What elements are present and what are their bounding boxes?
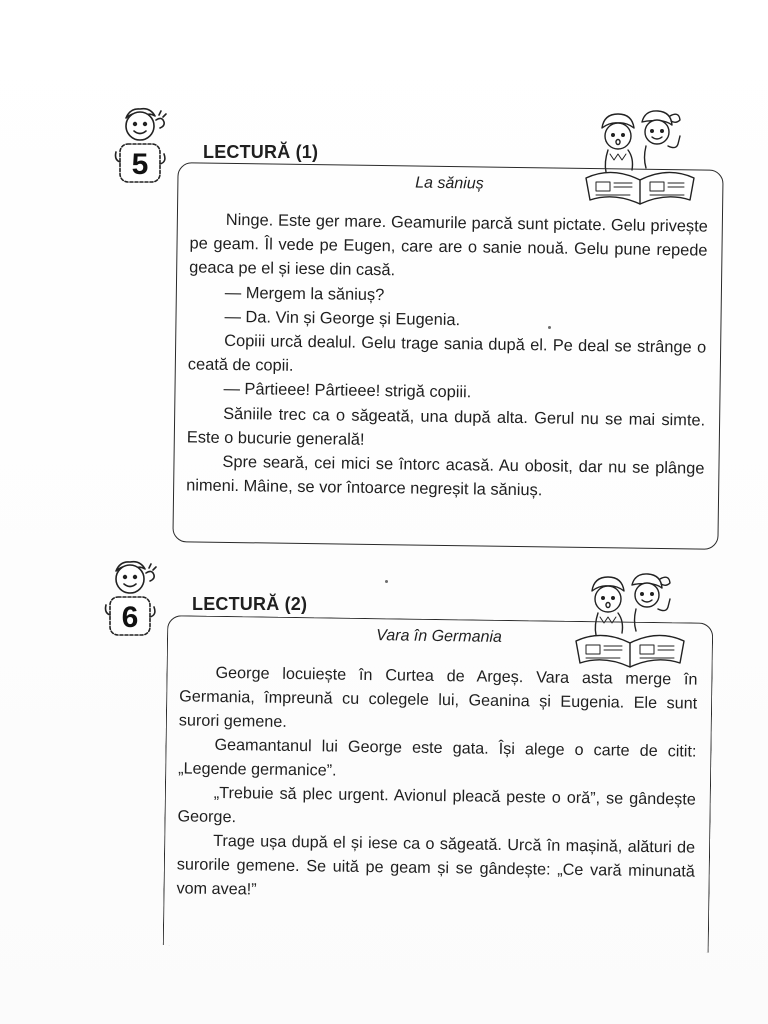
story-paragraph: Copiii urcă dealul. Gelu trage sania după el. Pe deal se strânge o ceată de copii. xyxy=(187,331,707,376)
story-paragraph: — Pârtieee! Pârtieee! strigă copiii. xyxy=(223,380,472,402)
story-paragraph: Geamantanul lui George este gata. Își alege o carte de citit: „Legende germanice”. xyxy=(178,735,697,780)
story-paragraph: Ninge. Este ger mare. Geamurile parcă sunt pictate. Gelu privește pe geam. Îl vede pe Eugen, care are o sanie nouă. Gelu pune repede geaca pe el și iese din casă. xyxy=(189,210,708,280)
boy-waving-number-icon xyxy=(100,555,162,639)
story-title: La săniuș xyxy=(415,174,484,193)
exercise-5 xyxy=(0,98,768,558)
boy-waving-number-icon xyxy=(110,102,172,186)
section-title: LECTURĂ (2) xyxy=(192,593,308,614)
exercise-number: 5 xyxy=(131,148,149,181)
scan-speck xyxy=(385,580,388,583)
story-paragraph: Spre seară, cei mici se întorc acasă. Au obosit, dar nu se plânge nimeni. Mâine, se vor întoarce negreșit la săniuș. xyxy=(186,452,705,500)
exercise-6 xyxy=(0,555,768,945)
reading-box xyxy=(172,162,723,550)
story-paragraph: — Da. Vin și George și Eugenia. xyxy=(224,307,461,329)
story-paragraph: „Trebuie să plec urgent. Avionul pleacă peste o oră”, se gândește George. xyxy=(177,783,696,827)
story-paragraph: George locuiește în Curtea de Argeș. Vara asta merge în Germania, împreună cu colegele lui, Geanina și Eugenia. Ele sunt surori gemene. xyxy=(178,663,698,731)
story-paragraph: Săniile trec ca o săgeată, una după alta. Gerul nu se mai simte. Este o bucurie generală! xyxy=(186,404,706,449)
exercise-number: 6 xyxy=(121,601,139,634)
scan-speck xyxy=(548,326,551,329)
section-title: LECTURĂ (1) xyxy=(203,141,319,162)
story-paragraph: Trage ușa după el și iese ca o săgeată. Urcă în mașină, alături de surorile gemene. Se uită pe geam și se gândește: „Ce vară minunată vom avea!” xyxy=(176,831,696,899)
story-paragraph: — Mergem la săniuș? xyxy=(224,283,385,304)
story-title: Vara în Germania xyxy=(376,627,503,646)
reading-box xyxy=(163,615,714,953)
